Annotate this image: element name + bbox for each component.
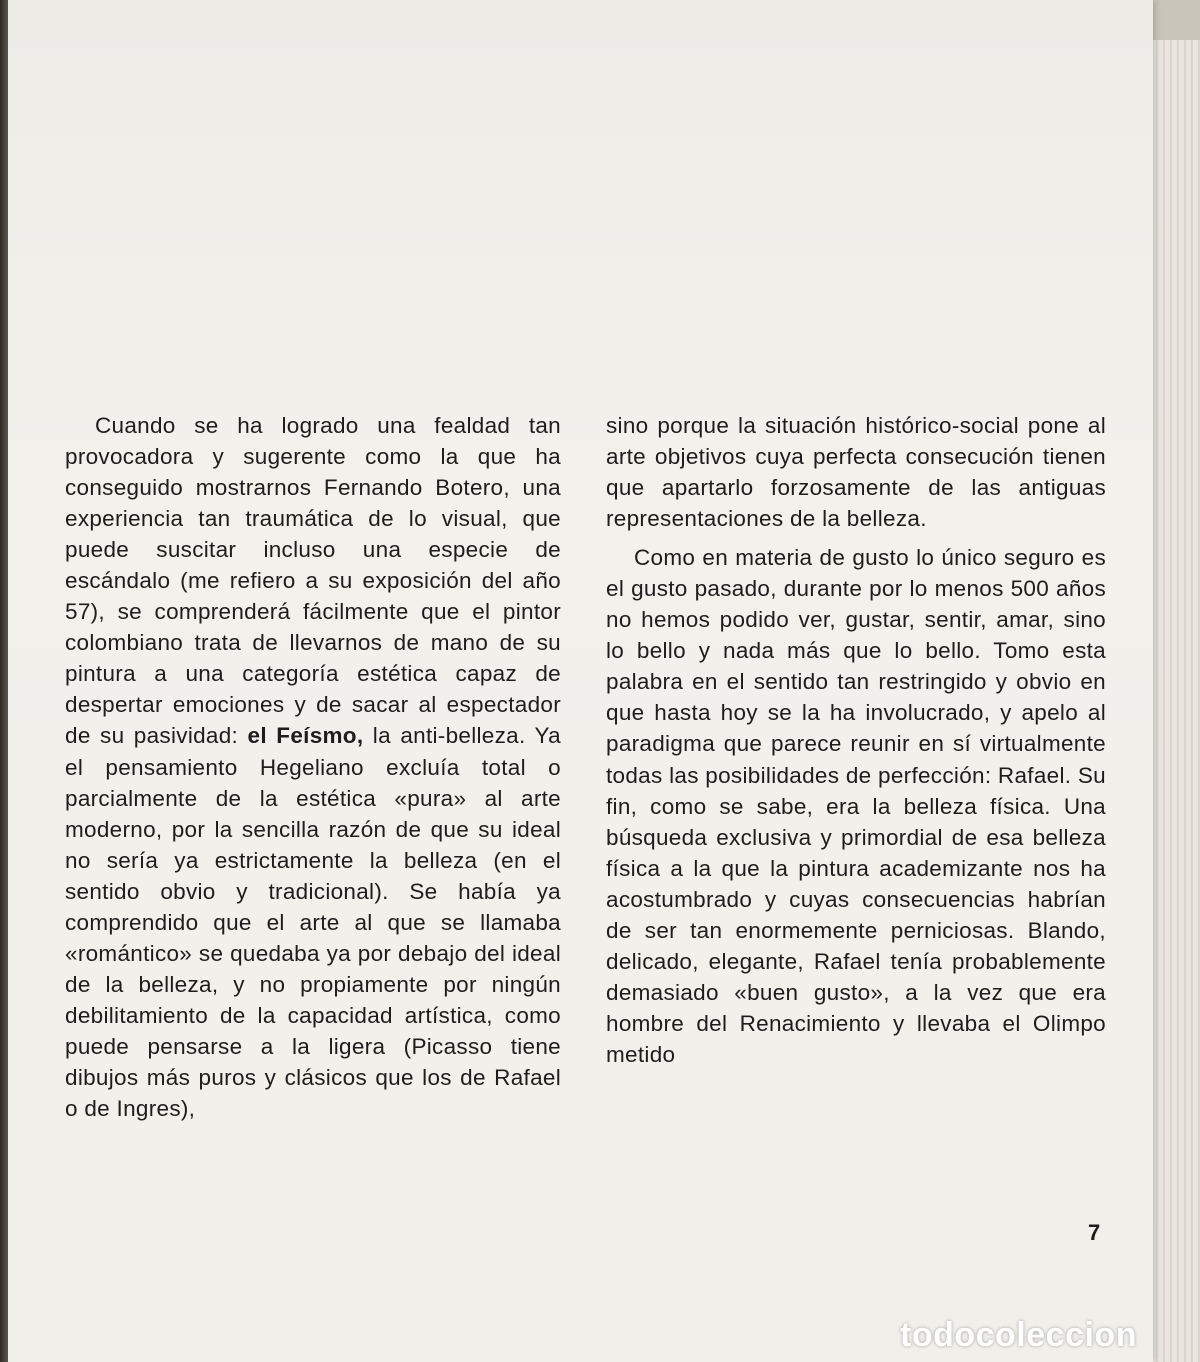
right-text-column [606,410,1106,1070]
left-text-column [65,410,561,1124]
watermark-logo: todocoleccion [900,1316,1137,1354]
left-text-before-bold: Cuando se ha logrado una fealdad tan provocadora y sugerente como la que ha conseguido mostrarnos Fernando Botero, una experiencia tan traumática de lo visual, que puede suscitar incluso una especie de escándalo (me refiero a su exposición del año 57), se comprenderá fácilmente que el pintor colombiano trata de llevarnos de mano de su pintura a una categoría estética capaz de despertar emociones y de sacar al espectador de su pasividad: [65,413,561,749]
bold-term: el Feísmo, [247,723,364,749]
page-number: 7 [1088,1220,1101,1245]
right-paragraph-1: sino porque la situación histórico-social pone al arte objetivos cuya perfecta consecución tienen que apartarlo forzosamente de las antiguas representaciones de la belleza. [606,413,1106,532]
left-text-after-bold: la anti-belleza. Ya el pensamiento Hegeliano excluía total o parcialmente de la estética «pura» al arte moderno, por la sencilla razón de que su ideal no sería ya estrictamente la belleza (en el sentido obvio y tradicional). Se había ya comprendido que el arte al que se llamaba «romántico» se quedaba ya por debajo del ideal de la belleza, y no propiamente por ningún debilitamiento de la capacidad artística, como puede pensarse a la ligera (Picasso tiene dibujos más puros y clásicos que los de Rafael o de Ingres), [65,723,561,1122]
right-paragraph-2: Como en materia de gusto lo único seguro es el gusto pasado, durante por lo menos 500 años no hemos podido ver, gustar, sentir, amar, sino lo bello y nada más que lo bello. Tomo esta palabra en el sentido tan restringido y obvio en que hasta hoy se la ha involucrado, y apelo al paradigma que parece reunir en sí virtualmente todas las posibilidades de perfección: Rafael. Su fin, como se sabe, era la belleza física. Una búsqueda exclusiva y primordial de esa belleza física a la que la pintura academizante nos ha acostumbrado y cuyas consecuencias habrían de ser tan enormemente perniciosas. Blando, delicado, elegante, Rafael tenía probablemente demasiado «buen gusto», a la vez que era hombre del Renacimiento y llevaba el Olimpo metido [606,545,1106,1067]
book-page [8,0,1153,1362]
left-paragraph [65,410,561,1124]
